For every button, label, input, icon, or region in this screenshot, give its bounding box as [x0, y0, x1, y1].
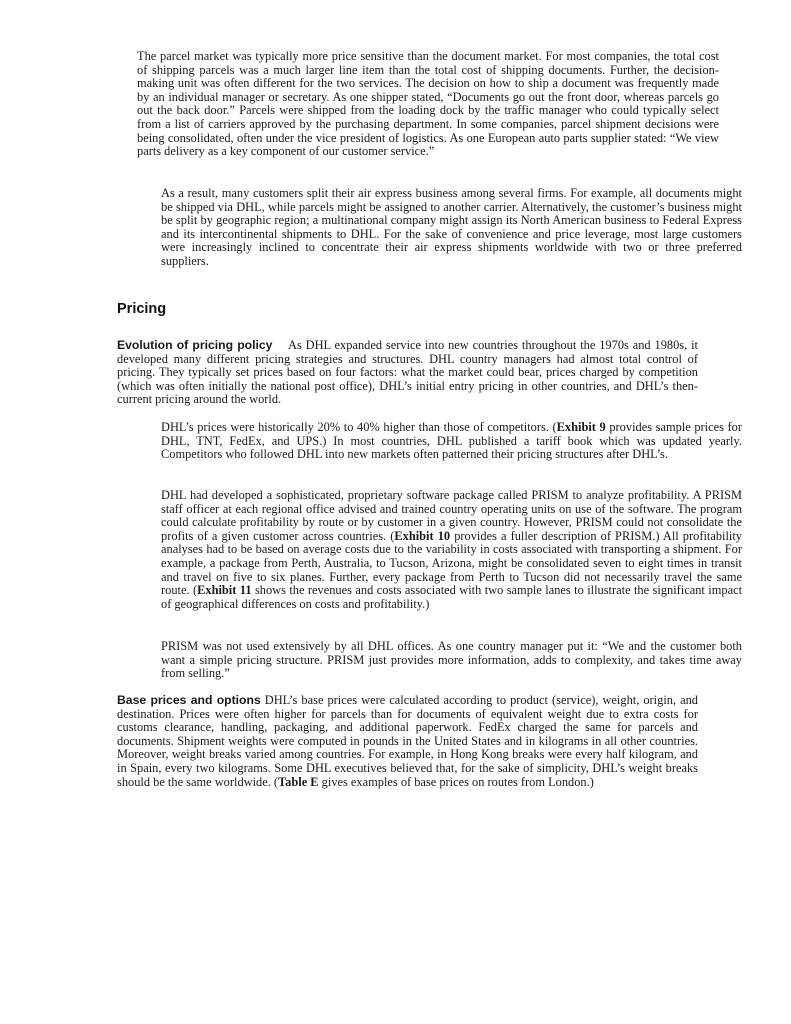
paragraph-evolution-pricing: Evolution of pricing policy As DHL expanded service into new countries throughout the 1970s and 1980s, it developed many different pricing strategies and structures. DHL country managers had almost total control of pricing. They typically set prices based on four factors: what the market could bear, prices charged by competition (which was often initially the national post office), DHL’s initial entry pricing in other countries, and DHL’s then-current pricing around the world.: [117, 338, 698, 407]
paragraph-dhl-prices: DHL’s prices were historically 20% to 40% higher than those of competitors. (Exhibit 9 provides sample prices for DHL, TNT, FedEx, and UPS.) In most countries, DHL published a tariff book which was updated yearly. Competitors who followed DHL into new markets often patterned their pricing structures after DHL’s.: [161, 420, 743, 462]
exhibit-9-ref: Exhibit 9: [556, 420, 606, 434]
section-heading-pricing: Pricing: [117, 301, 167, 317]
subheading-base-prices: Base prices and options: [117, 693, 261, 707]
exhibit-10-ref: Exhibit 10: [394, 528, 451, 543]
paragraph-prism: DHL had developed a sophisticated, proprietary software package called PRISM to analyze profitability. A PRISM staff officer at each regional office advised and trained country operating units on use of the software. The program could calculate profitability by route or by customer in a given country. However, PRISM could not consolidate the profits of a given customer across countries. (Exhibit 10 provides a fuller description of PRISM.) All profitability analyses had to be based on average costs due to the variability in costs associated with transporting a shipment. For example, a package from Perth, Australia, to Tucson, Arizona, might be consolidated seven to eight times in transit and travel on five to six planes. Further, every package from Perth to Tucson did not necessarily travel the same route. (Exhibit 11 shows the revenues and costs associated with two sample lanes to illustrate the significant impact of geographical differences on costs and profitability.): [161, 488, 743, 611]
paragraph-split-business: As a result, many customers split their air express business among several firms. For example, all documents might be shipped via DHL, while parcels might be assigned to another carrier. Alternatively, the customer’s business might be split by geographic region; a multinational company might assign its North American business to Federal Express and its intercontinental shipments to DHL. For the sake of convenience and price leverage, most large customers were increasingly inclined to concentrate their air express shipments worldwide with two or three preferred suppliers.: [161, 186, 742, 268]
table-e-ref: Table E: [278, 774, 319, 789]
paragraph-base-prices: Base prices and options DHL’s base prices were calculated according to product (service), weight, origin, and destination. Prices were often higher for parcels than for documents of equivalent weight due to extra costs for customs clearance, handling, packaging, and additional paperwork. FedEx charged the same for parcels and documents. Shipment weights were computed in pounds in the United States and in kilograms in all other countries. Moreover, weight breaks varied among countries. For example, in Hong Kong breaks were every half kilogram, and in Spain, every two kilograms. Some DHL executives believed that, for the sake of simplicity, DHL’s weight breaks should be the same worldwide. (Table E gives examples of base prices on routes from London.): [117, 693, 698, 789]
exhibit-11-ref: Exhibit 11: [197, 583, 252, 598]
paragraph-prism-usage: PRISM was not used extensively by all DHL offices. As one country manager put it: “We and the customer both want a simple pricing structure. PRISM just provides more information, adds to complexity, and takes time away from selling.”: [161, 639, 742, 681]
subheading-evolution: Evolution of pricing policy: [117, 338, 273, 352]
paragraph-parcel-market: The parcel market was typically more price sensitive than the document market. For most companies, the total cost of shipping parcels was a much larger line item than the total cost of shipping documents. Further, the decision-making unit was often different for the two services. The decision on how to ship a document was frequently made by an individual manager or secretary. As one shipper stated, “Documents go out the front door, whereas parcels go out the back door.” Parcels were shipped from the loading dock by the traffic manager who could typically select from a list of carriers approved by the purchasing department. In some companies, parcel shipment decisions were being consolidated, often under the vice president of logistics. As one European auto parts supplier stated: “We view parts delivery as a key component of our customer service.”: [137, 49, 719, 159]
